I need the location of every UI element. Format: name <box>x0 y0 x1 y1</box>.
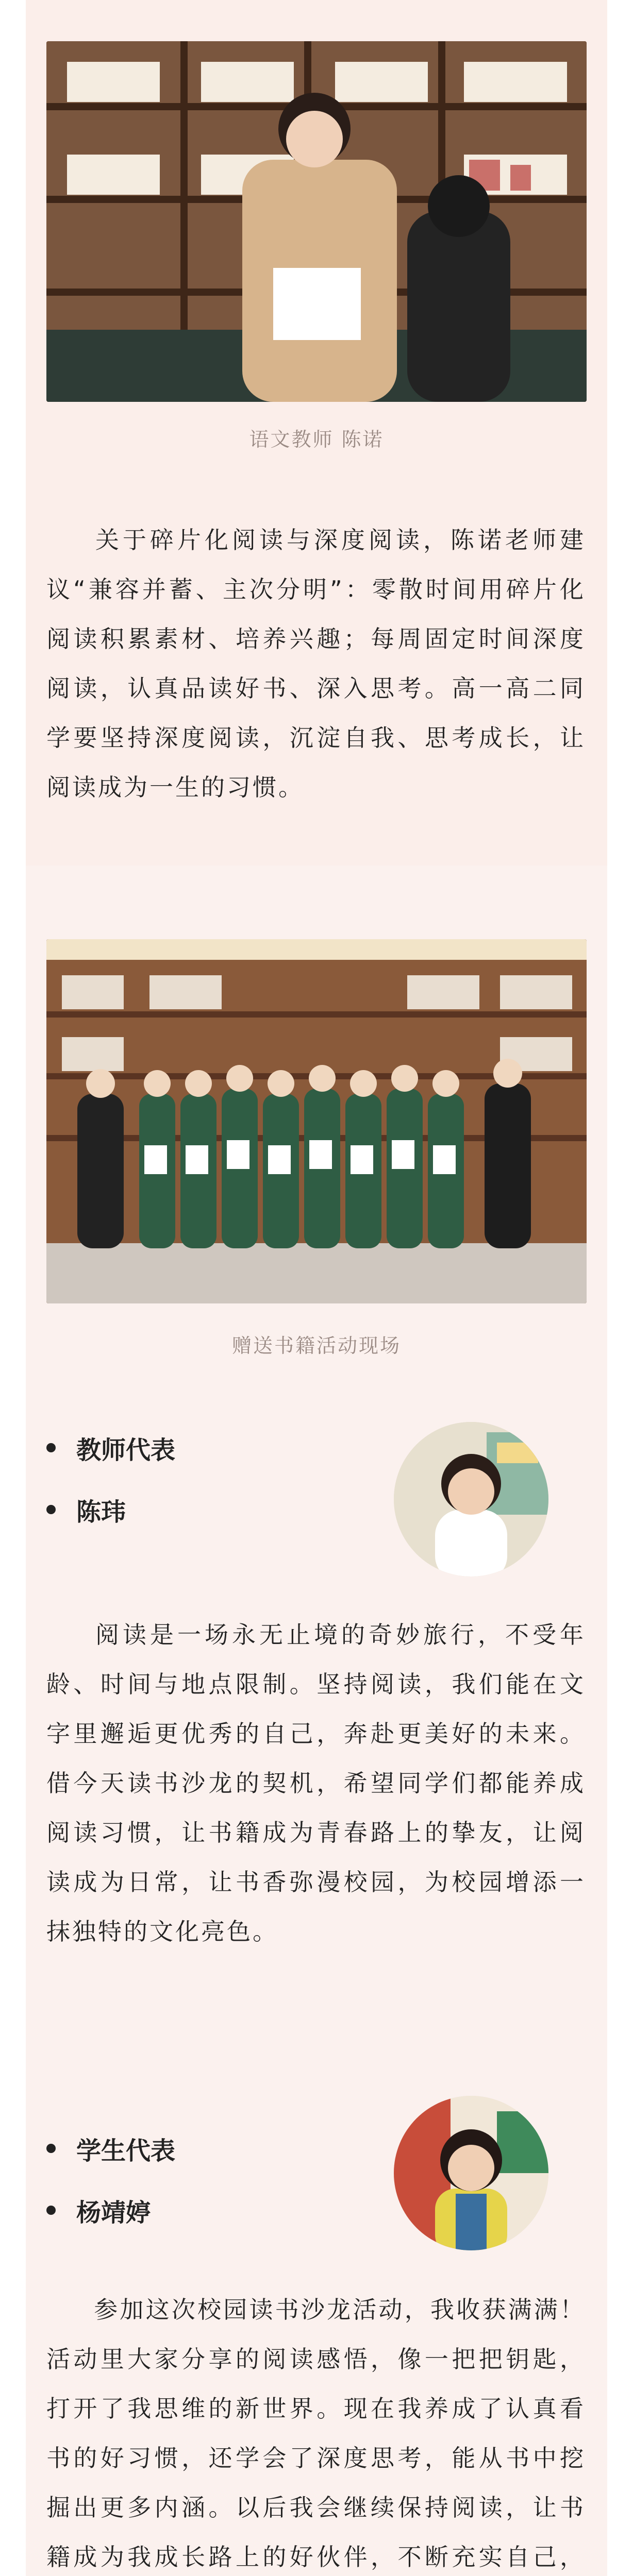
teacher-speaking-photo <box>46 41 587 402</box>
rep-role: 学生代表 <box>46 2128 175 2169</box>
book-donation-photo <box>46 939 587 1303</box>
article-body <box>26 0 607 2576</box>
paragraph-fragmented-reading: 关于碎片化阅读与深度阅读，陈诺老师建议“兼容并蓄、主次分明”：零散时间用碎片化阅读积累素材、培养兴趣；每周固定时间深度阅读，认真品读好书、深入思考。高一高二同学要坚持深度阅读，沉淀自我、思考成长，让阅读成为一生的习惯。 <box>46 526 586 801</box>
right-margin <box>607 0 633 2576</box>
bullet-icon <box>46 1505 56 1514</box>
student-avatar <box>394 2096 548 2250</box>
rep-name: 杨靖婷 <box>46 2190 151 2231</box>
rep-role: 教师代表 <box>46 1427 175 1468</box>
bullet-icon <box>46 1443 56 1452</box>
rep-name: 陈玮 <box>46 1489 126 1530</box>
bullet-icon <box>46 2206 56 2215</box>
left-margin <box>0 0 26 2576</box>
photo-caption: 语文教师 陈诺 <box>249 428 384 451</box>
bullet-icon <box>46 2144 56 2153</box>
photo-caption: 赠送书籍活动现场 <box>231 1334 401 1357</box>
paragraph-teacher-speech: 阅读是一场永无止境的奇妙旅行，不受年龄、时间与地点限制。坚持阅读，我们能在文字里邂逅更优秀的自己，奔赴更美好的未来。借今天读书沙龙的契机，希望同学们都能养成阅读习惯，让书籍成为青春路上的挚友，让阅读成为日常，让书香弥漫校园，为校园增添一抹独特的文化亮色。 <box>46 1621 586 1945</box>
paragraph-student-speech: 参加这次校园读书沙龙活动，我收获满满！活动里大家分享的阅读感悟，像一把把钥匙，打开了我思维的新世界。现在我养成了认真看书的好习惯，还学会了深度思考，能从书中挖掘出更多内涵。以后我会继续保持阅读，让书籍成为我成长路上的好伙伴，不断充实自己， <box>46 2296 586 2571</box>
teacher-avatar <box>394 1422 548 1577</box>
